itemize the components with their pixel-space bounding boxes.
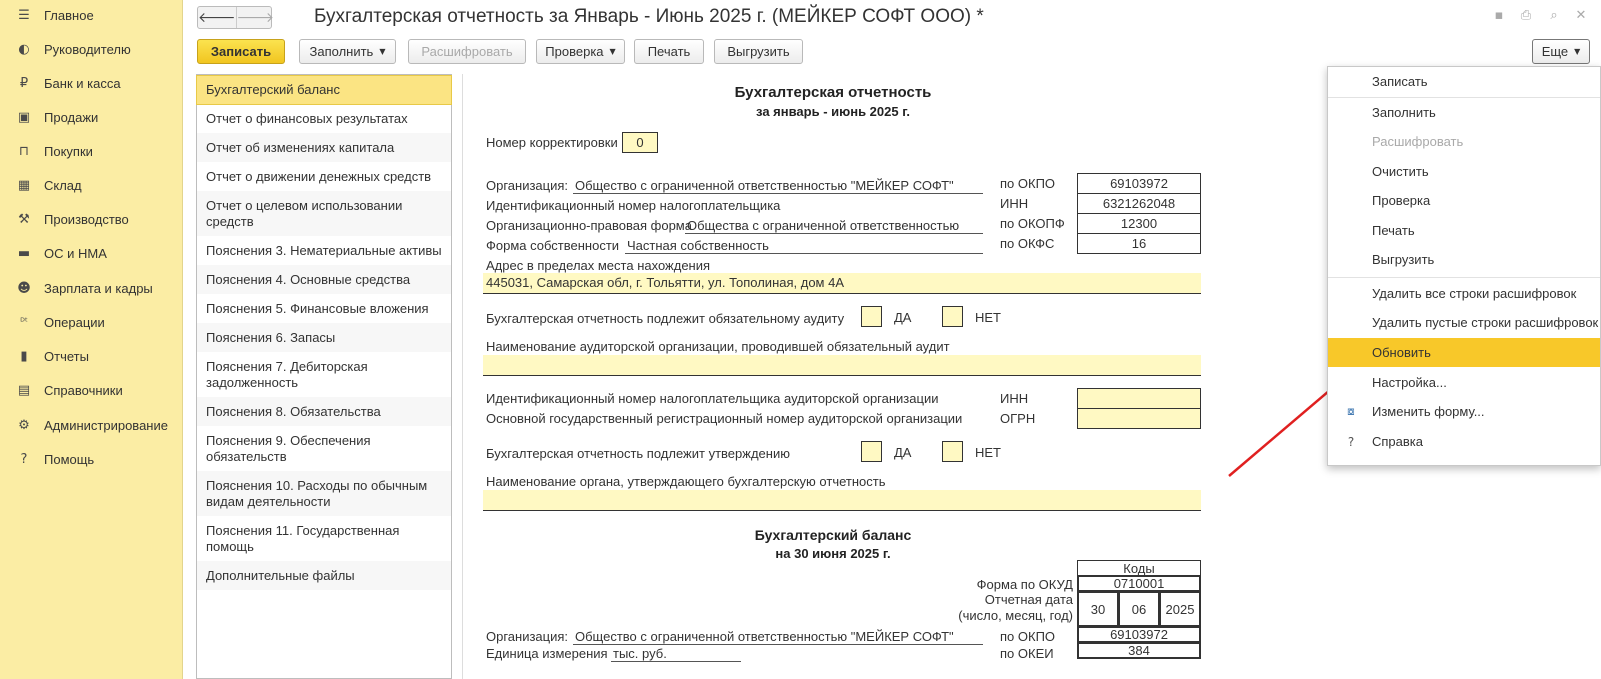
chevron-down-icon: ▼ xyxy=(1574,47,1581,56)
auditor-inn-short-label: ИНН xyxy=(1000,391,1029,406)
nav-item-salary[interactable] xyxy=(0,271,183,305)
nav-item-warehouse[interactable] xyxy=(0,168,183,202)
auditor-inn-label: Идентификационный номер налогоплательщика аудиторской организации xyxy=(486,391,939,406)
address-field[interactable]: 445031, Самарская обл, г. Тольятти, ул. Тополиная, дом 4А xyxy=(483,273,1201,293)
auditor-name-field[interactable] xyxy=(483,355,1201,375)
form-heading: Бухгалтерская отчетность xyxy=(734,84,932,101)
approval-no-checkbox[interactable] xyxy=(942,441,963,462)
menu-item-export[interactable] xyxy=(1328,245,1600,274)
nav-item-operations[interactable] xyxy=(0,305,183,339)
section-item[interactable] xyxy=(197,397,451,426)
menu-item-change-form[interactable] xyxy=(1328,397,1600,426)
address-label: Адрес в пределах места нахождения xyxy=(486,258,711,273)
nav-item-label: Производство xyxy=(44,211,129,227)
section-item[interactable] xyxy=(197,236,451,265)
section-label: Отчет о целевом использовании средств xyxy=(206,197,403,229)
audit-no-checkbox[interactable] xyxy=(942,306,963,327)
divider xyxy=(483,293,1201,294)
report-day-field[interactable]: 30 xyxy=(1077,591,1119,627)
nav-item-catalogs[interactable] xyxy=(0,373,183,407)
section-label: Дополнительные файлы xyxy=(206,567,355,583)
back-arrow-icon[interactable]: 🡐 xyxy=(198,10,236,26)
decode-label: Расшифровать xyxy=(421,44,513,59)
menu-item-label: Расшифровать xyxy=(1372,134,1464,149)
chevron-down-icon: ▼ xyxy=(609,47,616,56)
menu-item-label: Печать xyxy=(1372,223,1415,238)
person-icon: ☻ xyxy=(17,280,31,296)
nav-item-main[interactable] xyxy=(0,0,183,32)
settings-form-icon: ⧇ xyxy=(1347,404,1355,418)
menu-icon: ☰ xyxy=(18,7,30,23)
approver-field[interactable] xyxy=(483,490,1201,510)
report-date-label: Отчетная дата xyxy=(984,592,1073,607)
balance-heading: Бухгалтерский баланс xyxy=(754,527,912,543)
help-icon: ? xyxy=(20,451,28,467)
inn-label: ИНН xyxy=(1000,196,1029,211)
nav-item-help[interactable] xyxy=(0,442,183,476)
org-name-field[interactable]: Общество с ограниченной ответственностью "МЕЙКЕР СОФТ" xyxy=(573,178,983,194)
section-item[interactable] xyxy=(197,133,451,162)
balance-okpo-field[interactable]: 69103972 xyxy=(1077,626,1201,643)
nav-item-label: Банк и касса xyxy=(44,75,121,91)
printer-icon[interactable]: ⎙ xyxy=(1520,8,1532,23)
forward-arrow-icon[interactable]: 🡒 xyxy=(236,7,275,28)
save-disk-icon[interactable]: ▪ xyxy=(1494,8,1504,23)
section-label: Пояснения 4. Основные средства xyxy=(206,271,411,287)
menu-item-label: Удалить все строки расшифровок xyxy=(1372,286,1577,301)
check-button[interactable] xyxy=(536,39,625,64)
export-button[interactable] xyxy=(714,39,803,64)
check-label: Проверка xyxy=(545,44,604,59)
audit-yes-label: ДА xyxy=(894,310,912,325)
chart-icon: ◐ xyxy=(18,41,30,57)
nav-item-label: Руководителю xyxy=(44,41,131,57)
help-icon: ? xyxy=(1347,434,1355,449)
nav-item-label: Администрирование xyxy=(44,417,168,433)
section-label: Отчет о движении денежных средств xyxy=(206,168,432,184)
menu-item-label: Удалить пустые строки расшифровок xyxy=(1372,315,1599,330)
nav-item-reports[interactable] xyxy=(0,339,183,373)
menu-item-help[interactable] xyxy=(1328,427,1600,456)
ownership-field[interactable]: Частная собственность xyxy=(625,238,983,254)
org-label: Организация: xyxy=(486,178,569,193)
report-year-field[interactable]: 2025 xyxy=(1159,591,1201,627)
nav-item-sales[interactable] xyxy=(0,100,183,134)
nav-item-label: Склад xyxy=(44,177,82,193)
inn-field[interactable]: 6321262048 xyxy=(1077,193,1201,214)
okpo-label: по ОКПО xyxy=(1000,176,1056,191)
menu-item-label: Записать xyxy=(1372,74,1428,89)
menu-item-delete-all-rows[interactable] xyxy=(1328,279,1600,308)
okopf-field[interactable]: 12300 xyxy=(1077,213,1201,234)
nav-item-assets[interactable] xyxy=(0,236,183,270)
section-label: Пояснения 11. Государственная помощь xyxy=(206,522,400,554)
write-button[interactable] xyxy=(197,39,285,64)
correction-number-field[interactable]: 0 xyxy=(622,132,658,153)
section-item[interactable] xyxy=(197,104,451,133)
nav-item-label: Справочники xyxy=(44,382,123,398)
report-sections-list xyxy=(196,74,452,679)
section-label: Пояснения 7. Дебиторская задолженность xyxy=(206,358,368,390)
ownership-label: Форма собственности xyxy=(486,238,620,253)
section-item-balance[interactable] xyxy=(197,76,451,104)
section-label: Бухгалтерский баланс xyxy=(206,82,340,97)
approval-yes-checkbox[interactable] xyxy=(861,441,882,462)
print-button[interactable] xyxy=(634,39,704,64)
audit-no-label: НЕТ xyxy=(975,310,1001,325)
auditor-ogrn-field[interactable] xyxy=(1077,408,1201,429)
close-icon[interactable]: ✕ xyxy=(1575,8,1587,23)
nav-item-label: ОС и НМА xyxy=(44,245,107,261)
section-label: Пояснения 5. Финансовые вложения xyxy=(206,300,429,316)
section-item[interactable] xyxy=(197,323,451,352)
debit-credit-icon: ᴰᵗ xyxy=(20,316,28,328)
ogrn-label: ОГРН xyxy=(1000,411,1036,426)
fill-button[interactable] xyxy=(299,39,396,64)
nav-item-label: Зарплата и кадры xyxy=(44,280,153,296)
section-item[interactable] xyxy=(197,162,451,191)
legal-form-field[interactable]: Общества с ограниченной ответственностью xyxy=(685,218,983,234)
menu-item-decode[interactable] xyxy=(1328,127,1600,156)
nav-item-label: Отчеты xyxy=(44,348,89,364)
correction-label: Номер корректировки xyxy=(486,135,618,150)
nav-item-manager[interactable] xyxy=(0,32,183,66)
print-label: Печать xyxy=(647,44,691,59)
section-item[interactable] xyxy=(197,265,451,294)
unit-label: Единица измерения xyxy=(486,646,608,661)
nav-item-label: Главное xyxy=(44,7,94,23)
section-label: Пояснения 9. Обеспечения обязательств xyxy=(206,432,371,464)
auditor-ogrn-label: Основной государственный регистрационный номер аудиторской организации xyxy=(486,411,963,426)
nav-item-production[interactable] xyxy=(0,202,183,236)
more-button[interactable] xyxy=(1532,39,1590,64)
nav-item-admin[interactable] xyxy=(0,408,183,442)
menu-item-label: Справка xyxy=(1372,434,1423,449)
decode-button[interactable] xyxy=(408,39,526,64)
history-nav xyxy=(197,6,275,29)
section-label: Отчет о финансовых результатах xyxy=(206,110,408,126)
balance-okpo-label: по ОКПО xyxy=(1000,629,1056,644)
nav-item-label: Покупки xyxy=(44,143,93,159)
menu-item-label: Настройка... xyxy=(1372,375,1447,390)
more-label: Еще xyxy=(1541,44,1569,59)
section-item[interactable] xyxy=(197,516,451,561)
menu-item-print[interactable] xyxy=(1328,216,1600,245)
approval-label: Бухгалтерская отчетность подлежит утверждению xyxy=(486,446,790,461)
nav-item-purchases[interactable] xyxy=(0,134,183,168)
sections-panel xyxy=(0,0,183,679)
audit-yes-checkbox[interactable] xyxy=(861,306,882,327)
audit-label: Бухгалтерская отчетность подлежит обязательному аудиту xyxy=(486,311,845,326)
balance-org-field[interactable]: Общество с ограниченной ответственностью "МЕЙКЕР СОФТ" xyxy=(573,629,983,645)
more-menu xyxy=(1327,66,1601,466)
okei-field[interactable]: 384 xyxy=(1077,642,1201,659)
unit-field[interactable]: тыс. руб. xyxy=(611,646,741,662)
nav-item-label: Продажи xyxy=(44,109,99,125)
approver-label: Наименование органа, утверждающего бухгалтерскую отчетность xyxy=(486,474,886,489)
menu-item-clear[interactable] xyxy=(1328,157,1600,186)
section-item[interactable] xyxy=(197,191,451,236)
menu-item-label: Обновить xyxy=(1372,345,1431,360)
menu-item-label: Очистить xyxy=(1372,164,1429,179)
form-period: за январь - июнь 2025 г. xyxy=(756,104,910,119)
balance-org-label: Организация: xyxy=(486,629,569,644)
menu-item-refresh[interactable] xyxy=(1328,338,1600,367)
bag-icon: ▣ xyxy=(17,109,31,125)
menu-item-label: Изменить форму... xyxy=(1372,404,1485,419)
menu-item-delete-empty-rows[interactable] xyxy=(1328,308,1600,337)
section-item[interactable] xyxy=(197,561,451,590)
gear-icon: ⚙ xyxy=(18,417,30,433)
write-label: Записать xyxy=(210,44,272,59)
legal-form-label: Организационно-правовая форма xyxy=(486,218,692,233)
okopf-label: по ОКОПФ xyxy=(1000,216,1065,231)
section-item[interactable] xyxy=(197,294,451,323)
section-label: Пояснения 10. Расходы по обычным видам деятельности xyxy=(206,477,428,509)
menu-item-label: Выгрузить xyxy=(1372,252,1435,267)
ruble-icon: ₽ xyxy=(19,75,29,91)
divider xyxy=(483,510,1201,511)
section-item[interactable] xyxy=(197,352,451,397)
bar-chart-icon: ▮ xyxy=(20,348,28,364)
section-item[interactable] xyxy=(197,471,451,516)
menu-item-label: Заполнить xyxy=(1372,105,1436,120)
inn-long-label: Идентификационный номер налогоплательщика xyxy=(486,198,781,213)
menu-separator xyxy=(1328,277,1600,278)
menu-item-settings[interactable] xyxy=(1328,368,1600,397)
approval-no-label: НЕТ xyxy=(975,445,1001,460)
nav-item-bank[interactable] xyxy=(0,66,183,100)
auditor-name-label: Наименование аудиторской организации, проводившей обязательный аудит xyxy=(486,339,950,354)
okfs-field[interactable]: 16 xyxy=(1077,233,1201,254)
page-title: Бухгалтерская отчетность за Январь - Июнь 2025 г. (МЕЙКЕР СОФТ ООО) * xyxy=(314,6,984,27)
export-label: Выгрузить xyxy=(727,44,790,59)
approval-yes-label: ДА xyxy=(894,445,912,460)
cart-icon: ⊓ xyxy=(18,143,30,159)
nav-item-label: Операции xyxy=(44,314,105,330)
okud-label: Форма по ОКУД xyxy=(976,577,1073,592)
okei-label: по ОКЕИ xyxy=(1000,646,1054,661)
truck-icon: ▬ xyxy=(17,245,31,261)
auditor-inn-field[interactable] xyxy=(1077,388,1201,409)
section-label: Пояснения 3. Нематериальные активы xyxy=(206,242,442,258)
okud-field[interactable]: 0710001 xyxy=(1077,575,1201,592)
menu-item-fill[interactable] xyxy=(1328,98,1600,127)
balance-date: на 30 июня 2025 г. xyxy=(775,546,891,561)
menu-item-write[interactable] xyxy=(1328,67,1600,96)
report-date-format-label: (число, месяц, год) xyxy=(958,608,1073,623)
section-item[interactable] xyxy=(197,426,451,471)
codes-header: Коды xyxy=(1077,560,1201,576)
section-label: Пояснения 8. Обязательства xyxy=(206,403,381,419)
chevron-down-icon: ▼ xyxy=(379,47,386,56)
okfs-label: по ОКФС xyxy=(1000,236,1055,251)
menu-item-label: Проверка xyxy=(1372,193,1431,208)
warehouse-icon: ▦ xyxy=(17,177,31,193)
menu-item-check[interactable] xyxy=(1328,186,1600,215)
section-label: Отчет об изменениях капитала xyxy=(206,139,395,155)
book-icon: ▤ xyxy=(17,382,31,398)
fill-label: Заполнить xyxy=(309,44,374,59)
production-icon: ⚒ xyxy=(18,211,30,227)
report-month-field[interactable]: 06 xyxy=(1118,591,1160,627)
preview-icon[interactable]: ⌕ xyxy=(1550,8,1558,23)
divider xyxy=(483,375,1201,376)
section-label: Пояснения 6. Запасы xyxy=(206,329,336,345)
okpo-field[interactable]: 69103972 xyxy=(1077,173,1201,194)
nav-item-label: Помощь xyxy=(44,451,95,467)
